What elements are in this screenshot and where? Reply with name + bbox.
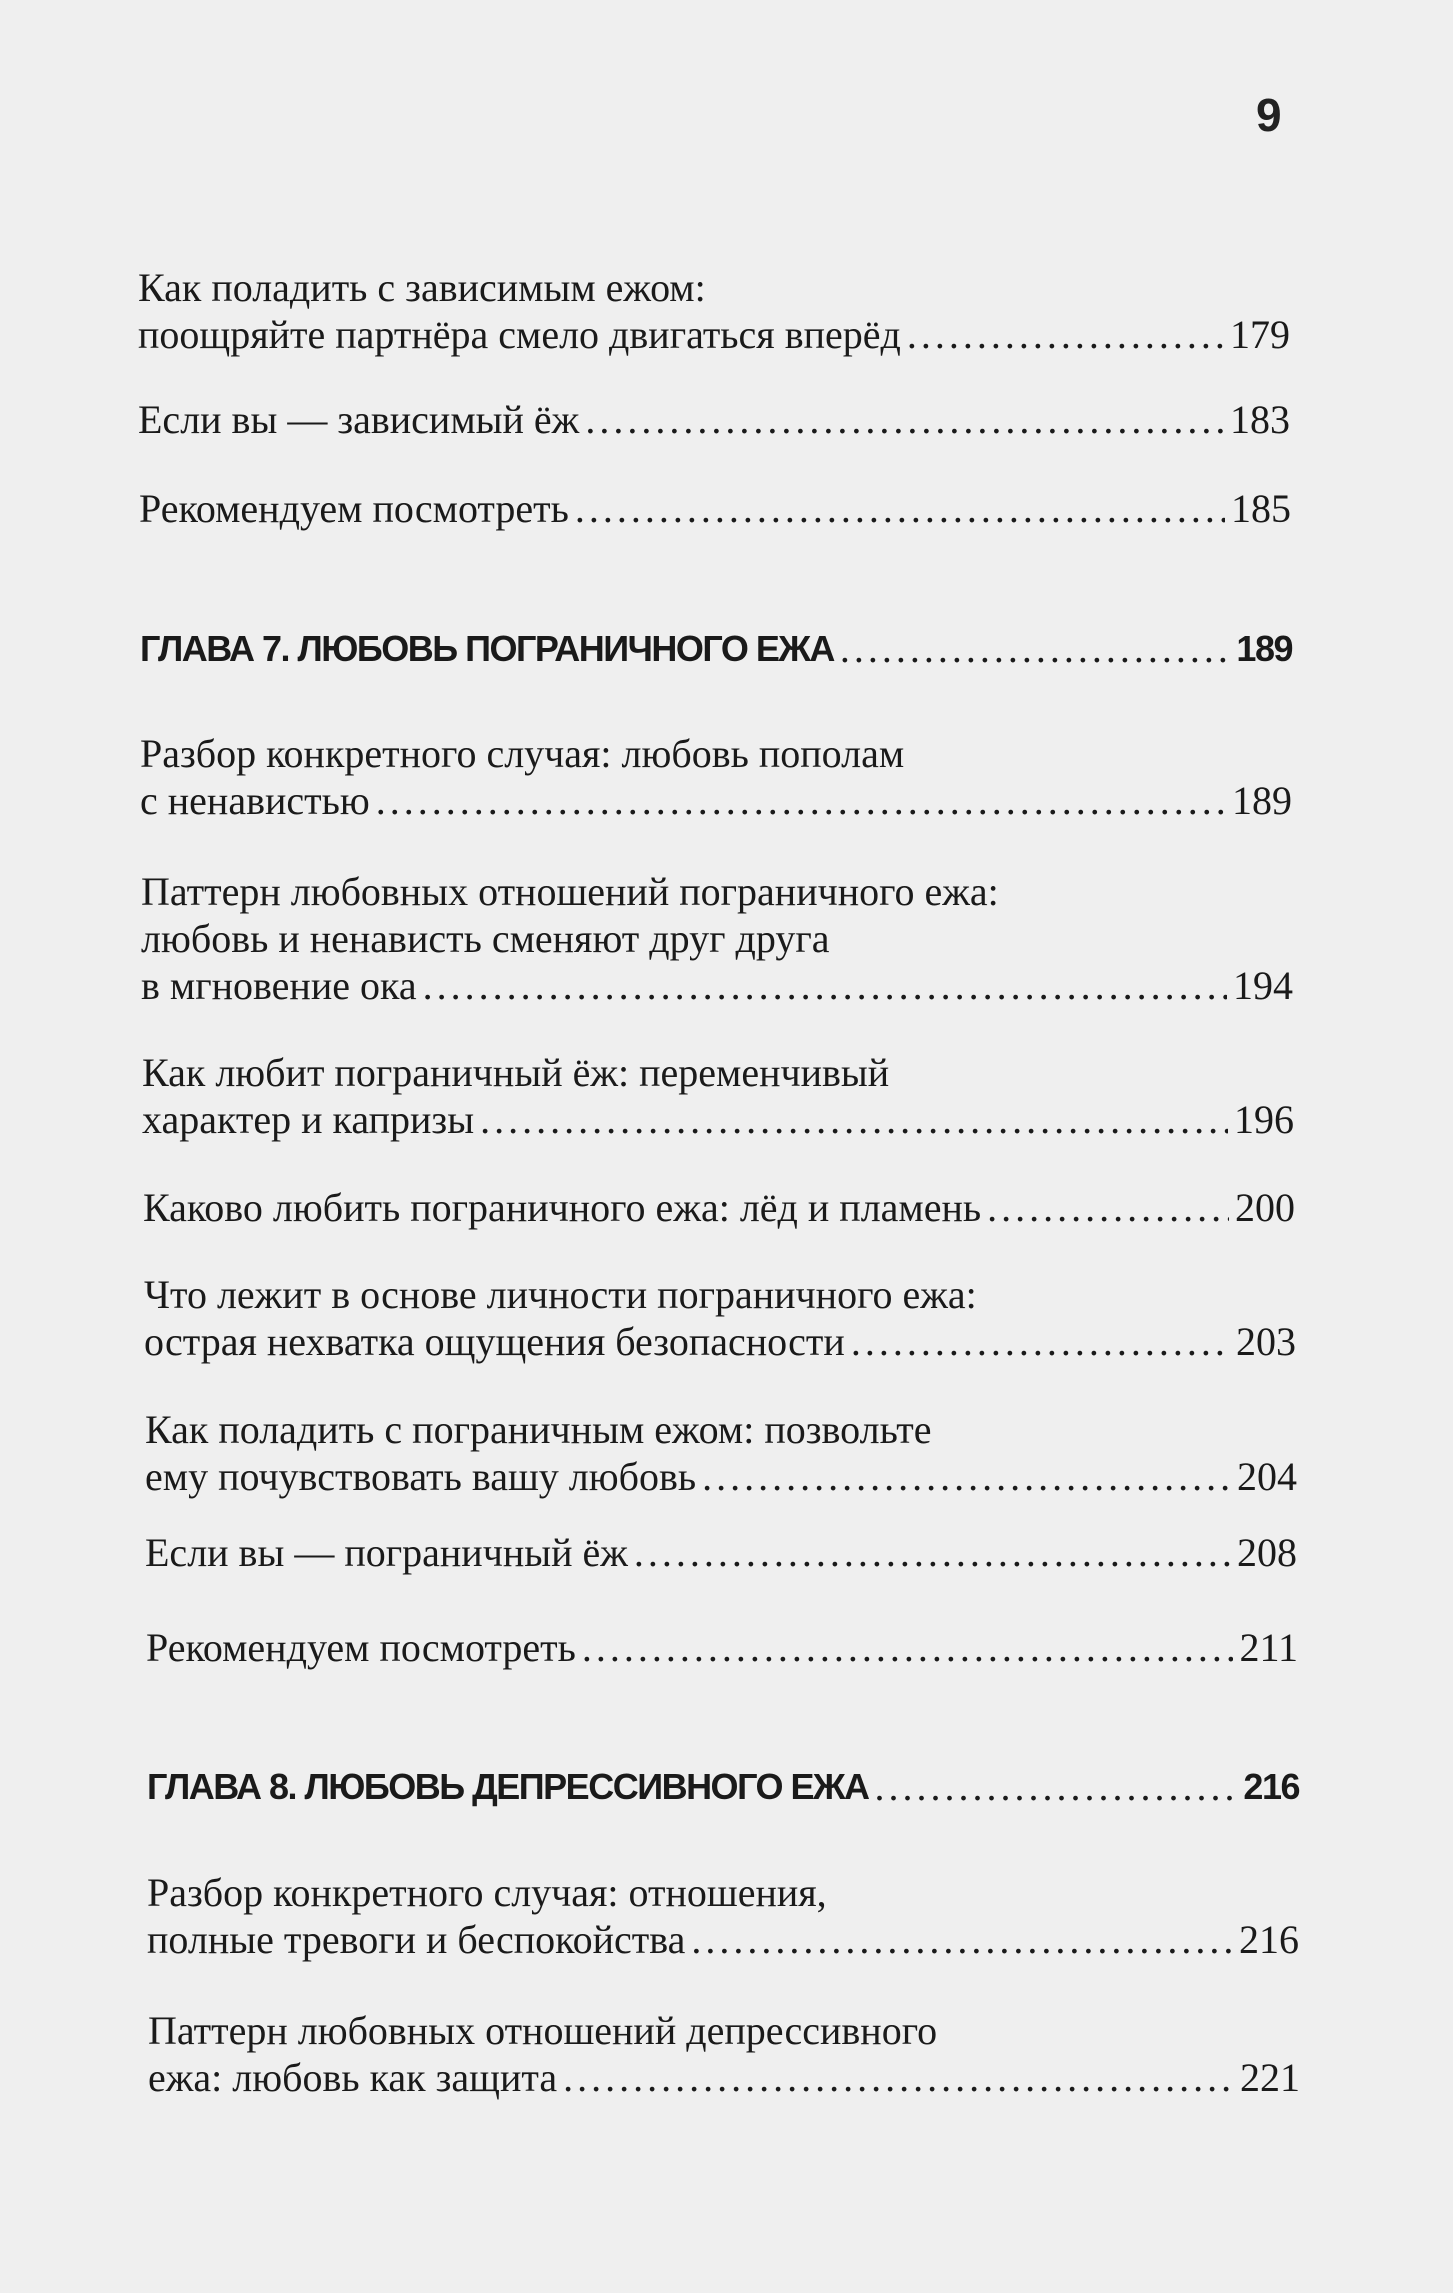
toc-entry — [146, 1624, 1298, 1671]
toc-page-number: 216 — [1239, 1917, 1299, 1962]
toc-entry — [141, 868, 1293, 1009]
toc-entry-line — [144, 1318, 1296, 1365]
toc-entry-line — [138, 396, 1290, 443]
toc-page-number: 196 — [1234, 1097, 1294, 1142]
toc-entry — [145, 1406, 1297, 1500]
dot-leader — [575, 485, 1225, 532]
toc-entry-line — [138, 264, 1290, 311]
toc-chapter-heading — [140, 625, 1292, 672]
dot-leader — [907, 311, 1224, 358]
toc-entry-title: Если вы — пограничный ёж — [145, 1530, 628, 1575]
toc-entry-line — [145, 1529, 1297, 1576]
toc-entry-title: острая нехватка ощущения безопасности — [144, 1319, 845, 1364]
toc-entry-line — [145, 1406, 1297, 1453]
toc-entry-title: Как поладить с зависимым ежом: — [138, 265, 706, 310]
toc-chapter-heading — [147, 1763, 1299, 1810]
toc-entry-line — [142, 1096, 1294, 1143]
toc-entry-line — [142, 1049, 1294, 1096]
toc-entry-line — [140, 777, 1292, 824]
toc-entry-line — [147, 1916, 1299, 1963]
toc-entry-title: Разбор конкретного случая: отношения, — [147, 1870, 827, 1915]
toc-page-number: 189 — [1236, 628, 1292, 669]
dot-leader — [582, 1624, 1234, 1671]
toc-entry-title: ГЛАВА 8. ЛЮБОВЬ ДЕПРЕССИВНОГО ЕЖА — [147, 1766, 869, 1807]
toc-entry-title: ГЛАВА 7. ЛЮБОВЬ ПОГРАНИЧНОГО ЕЖА — [140, 628, 834, 669]
toc-entry-title: Что лежит в основе личности пограничного ежа: — [144, 1272, 977, 1317]
dot-leader — [875, 1763, 1238, 1810]
toc-page-number: 185 — [1231, 486, 1291, 531]
toc-entry — [138, 396, 1290, 443]
toc-entry — [145, 1529, 1297, 1576]
dot-leader — [840, 625, 1231, 672]
toc-entry-line — [147, 1763, 1299, 1810]
dot-leader — [987, 1184, 1229, 1231]
toc-entry-title: ежа: любовь как защита — [148, 2055, 558, 2100]
toc-page-number: 221 — [1240, 2055, 1300, 2100]
page-number: 9 — [1256, 89, 1282, 141]
toc-page-number: 194 — [1233, 963, 1293, 1008]
dot-leader — [702, 1453, 1231, 1500]
dot-leader — [423, 962, 1227, 1009]
toc-entry-line — [145, 1453, 1297, 1500]
toc-entry-title: с ненавистью — [140, 778, 370, 823]
toc-page-number: 200 — [1235, 1185, 1295, 1230]
toc-entry — [142, 1049, 1294, 1143]
dot-leader — [634, 1529, 1231, 1576]
toc-entry-title: Как поладить с пограничным ежом: позвольте — [145, 1407, 932, 1452]
toc-entry-line — [146, 1624, 1298, 1671]
dot-leader — [563, 2054, 1234, 2101]
toc-entry-line — [148, 2007, 1300, 2054]
toc-entry-title: Как любит пограничный ёж: переменчивый — [142, 1050, 890, 1095]
dot-leader — [851, 1318, 1230, 1365]
toc-entry-title: поощряйте партнёра смело двигаться вперёд — [138, 312, 901, 357]
toc-entry — [148, 2007, 1300, 2101]
toc-entry — [143, 1184, 1295, 1231]
toc-entry — [144, 1271, 1296, 1365]
toc-entry-title: Если вы — зависимый ёж — [138, 397, 580, 442]
toc-page-number: 216 — [1243, 1766, 1299, 1807]
toc-entry — [139, 485, 1291, 532]
toc-entry-title: Паттерн любовных отношений пограничного ежа: — [141, 869, 999, 914]
toc-entry-line — [141, 868, 1293, 915]
toc-entry-title: характер и капризы — [142, 1097, 475, 1142]
toc-entry-title: Рекомендуем посмотреть — [139, 486, 569, 531]
toc-entry-title: полные тревоги и беспокойства — [147, 1917, 686, 1962]
toc-entry-title: ему почувствовать вашу любовь — [145, 1454, 697, 1499]
toc-page-number: 208 — [1237, 1530, 1297, 1575]
toc-entry-line — [139, 485, 1291, 532]
toc-entry-title: Каково любить пограничного ежа: лёд и пламень — [143, 1185, 982, 1230]
toc-entry — [140, 730, 1292, 824]
toc-page-number: 204 — [1237, 1454, 1297, 1499]
toc-entry — [147, 1869, 1299, 1963]
toc-entry-line — [138, 311, 1290, 358]
toc-entry-title: в мгновение ока — [141, 963, 417, 1008]
toc-entry-line — [141, 962, 1293, 1009]
toc-entry-title: Рекомендуем посмотреть — [146, 1625, 576, 1670]
toc-page-number: 189 — [1232, 778, 1292, 823]
toc-page-number: 183 — [1230, 397, 1290, 442]
toc-entry-line — [140, 730, 1292, 777]
toc-entry-line — [141, 915, 1293, 962]
toc-entry-line — [143, 1184, 1295, 1231]
dot-leader — [480, 1096, 1228, 1143]
toc-entry-line — [140, 625, 1292, 672]
toc-entry-line — [147, 1869, 1299, 1916]
dot-leader — [691, 1916, 1233, 1963]
toc-entry-line — [144, 1271, 1296, 1318]
toc-page-number: 211 — [1239, 1625, 1298, 1670]
toc-entry-title: Паттерн любовных отношений депрессивного — [148, 2008, 938, 2053]
toc-page-number: 203 — [1236, 1319, 1296, 1364]
toc-page-number: 179 — [1230, 312, 1290, 357]
toc-entry — [138, 264, 1290, 358]
toc-entry-title: Разбор конкретного случая: любовь пополам — [140, 731, 905, 776]
dot-leader — [585, 396, 1224, 443]
toc-entry-line — [148, 2054, 1300, 2101]
toc-entry-title: любовь и ненависть сменяют друг друга — [141, 916, 830, 961]
dot-leader — [376, 777, 1226, 824]
